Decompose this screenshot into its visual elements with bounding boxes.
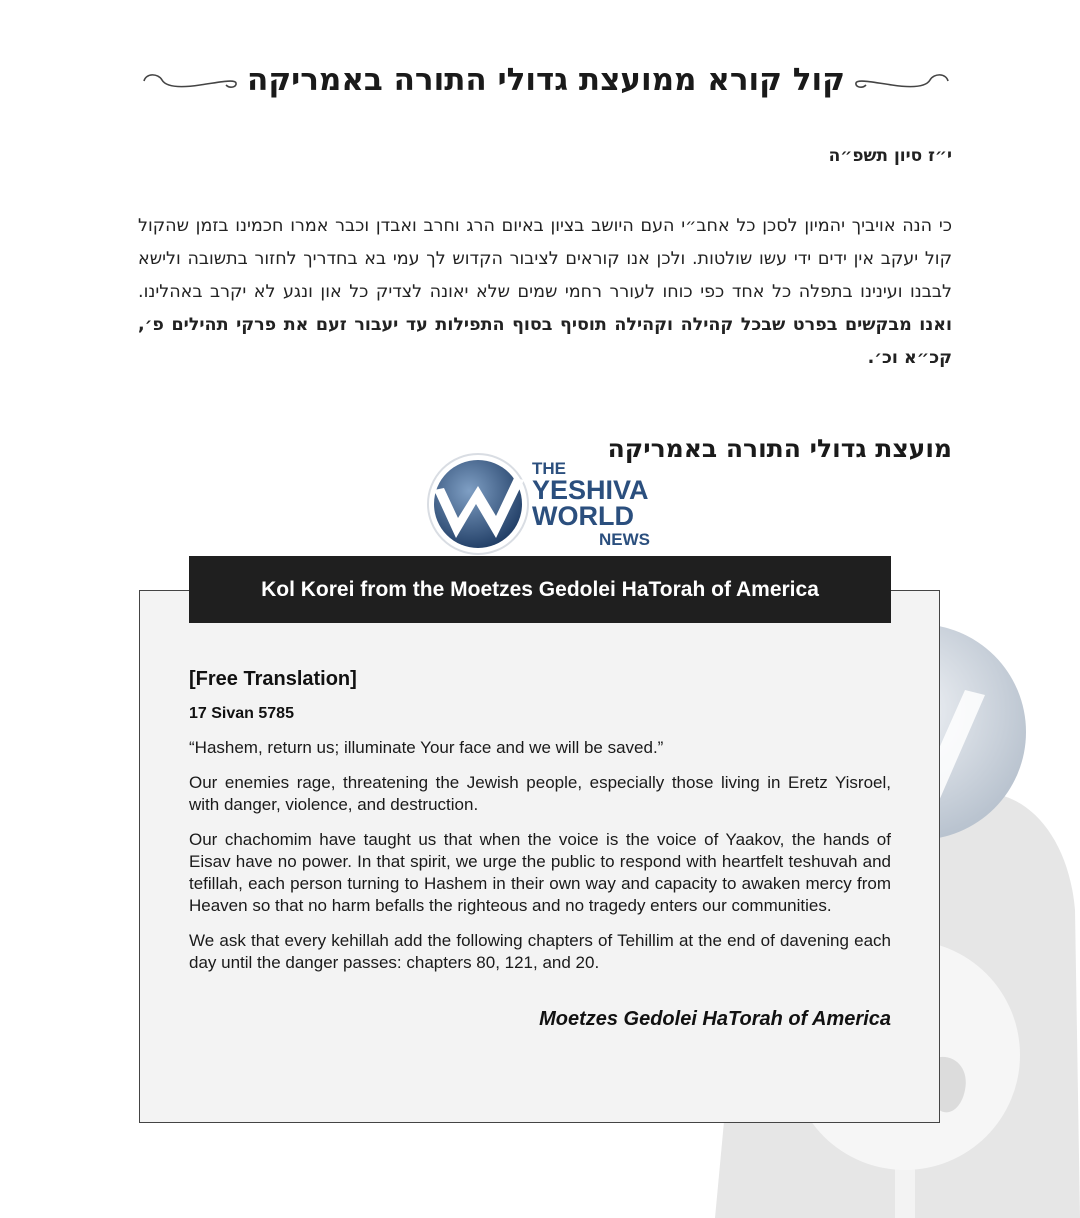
free-translation-label: [Free Translation]	[189, 668, 357, 690]
logo-yeshiva: YESHIVA	[532, 475, 649, 505]
english-date: 17 Sivan 5785	[189, 705, 294, 722]
hebrew-title-row	[140, 55, 952, 105]
hebrew-body-text: כי הנה אויביך יהמיון לסכן כל אחב״י העם היושב בציון באיום הרג וחרב ואבדן וכבר אמרו חכמינו בזמן שהקול קול יעקב אין ידים ידי עשו שולטות. ולכן אנו קוראים לציבור הקדוש לך עמי בא בחדריך לחזור בתשובה ולישא לבבנו ועינינו בתפלה כל אחד כפי כוחו לעורר רחמי שמים שלא יאונה לצדיק כל און ונגע לא יקרב באהלינו.	[138, 216, 952, 302]
logo-wordmark	[532, 460, 650, 548]
english-header-banner: Kol Korei from the Moetzes Gedolei HaTorah of America	[189, 556, 891, 623]
english-paragraph: We ask that every kehillah add the following chapters of Tehillim at the end of davening each day until the danger passes: chapters 80, 121, and 20.	[189, 931, 891, 972]
logo-circle-icon	[426, 452, 530, 556]
yeshiva-world-news-logo	[426, 452, 656, 556]
logo-world: WORLD	[532, 501, 634, 531]
english-paragraph: “Hashem, return us; illuminate Your face and we will be saved.”	[189, 738, 664, 757]
english-signature: Moetzes Gedolei HaTorah of America	[539, 1008, 891, 1030]
hebrew-body-bold-text: ואנו מבקשים בפרט שבכל קהילה וקהילה תוסיף בסוף התפילות עד יעבור זעם את פרקי תהילים פ׳, קכ״א וכ׳.	[138, 315, 952, 368]
logo-the: THE	[532, 459, 566, 478]
hebrew-date: י״ז סיון תשפ״ה	[828, 146, 952, 166]
english-paragraph: Our enemies rage, threatening the Jewish people, especially those living in Eretz Yisroel, with danger, violence, and destruction.	[189, 773, 891, 814]
hebrew-body	[138, 210, 952, 375]
logo-news: NEWS	[599, 530, 650, 549]
right-flourish-icon	[842, 67, 952, 95]
hebrew-title: קול קורא ממועצת גדולי התורה באמריקה	[247, 62, 845, 98]
hebrew-signature: מועצת גדולי התורה באמריקה	[607, 434, 952, 463]
english-content	[189, 668, 891, 1031]
english-paragraph: Our chachomim have taught us that when the voice is the voice of Yaakov, the hands of Eisav have no power. In that spirit, we urge the public to respond with heartfelt teshuvah and tefillah, each person turning to Hashem in their own way and capacity to awaken mercy from Heaven so that no harm befalls the righteous and no tragedy enters our communities.	[189, 830, 891, 915]
